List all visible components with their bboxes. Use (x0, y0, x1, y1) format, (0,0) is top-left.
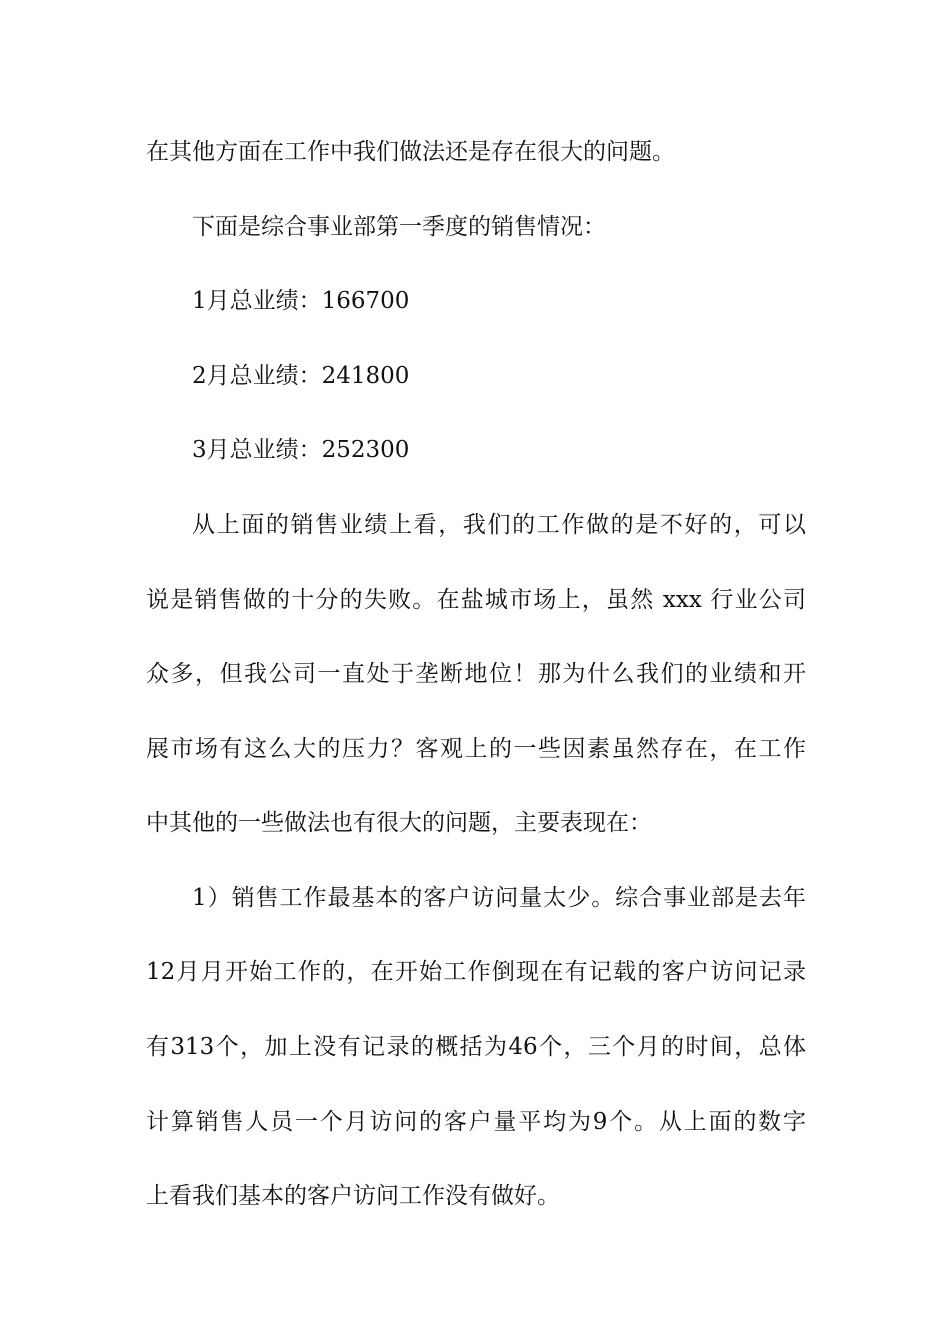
march-sales-line: 3月总业绩：252300 (192, 437, 410, 463)
issue-paragraph-line: 有313个，加上没有记录的概括为46个，三个月的时间，总体 (146, 1034, 806, 1060)
sales-intro-line: 下面是综合事业部第一季度的销售情况： (192, 214, 606, 240)
analysis-paragraph-line: 众多，但我公司一直处于垄断地位！那为什么我们的业绩和开 (146, 661, 806, 687)
issue-paragraph-line: 计算销售人员一个月访问的客户量平均为9个。从上面的数字 (146, 1109, 806, 1135)
analysis-paragraph-line: 说是销售做的十分的失败。在盐城市场上，虽然 xxx 行业公司 (146, 587, 806, 613)
paragraph-line: 在其他方面在工作中我们做法还是存在很大的问题。 (146, 139, 675, 165)
issue-paragraph-line: 12月月开始工作的，在开始工作倒现在有记载的客户访问记录 (146, 959, 806, 985)
issue-paragraph-line: 上看我们基本的客户访问工作没有做好。 (146, 1183, 560, 1209)
issue-paragraph-line: 1）销售工作最基本的客户访问量太少。综合事业部是去年 (192, 885, 806, 911)
analysis-paragraph-line: 从上面的销售业绩上看，我们的工作做的是不好的，可以 (192, 512, 806, 538)
february-sales-line: 2月总业绩：241800 (192, 363, 410, 389)
analysis-paragraph-line: 展市场有这么大的压力？客观上的一些因素虽然存在，在工作 (146, 736, 806, 762)
january-sales-line: 1月总业绩：166700 (192, 288, 410, 314)
analysis-paragraph-line: 中其他的一些做法也有很大的问题，主要表现在： (146, 810, 652, 836)
